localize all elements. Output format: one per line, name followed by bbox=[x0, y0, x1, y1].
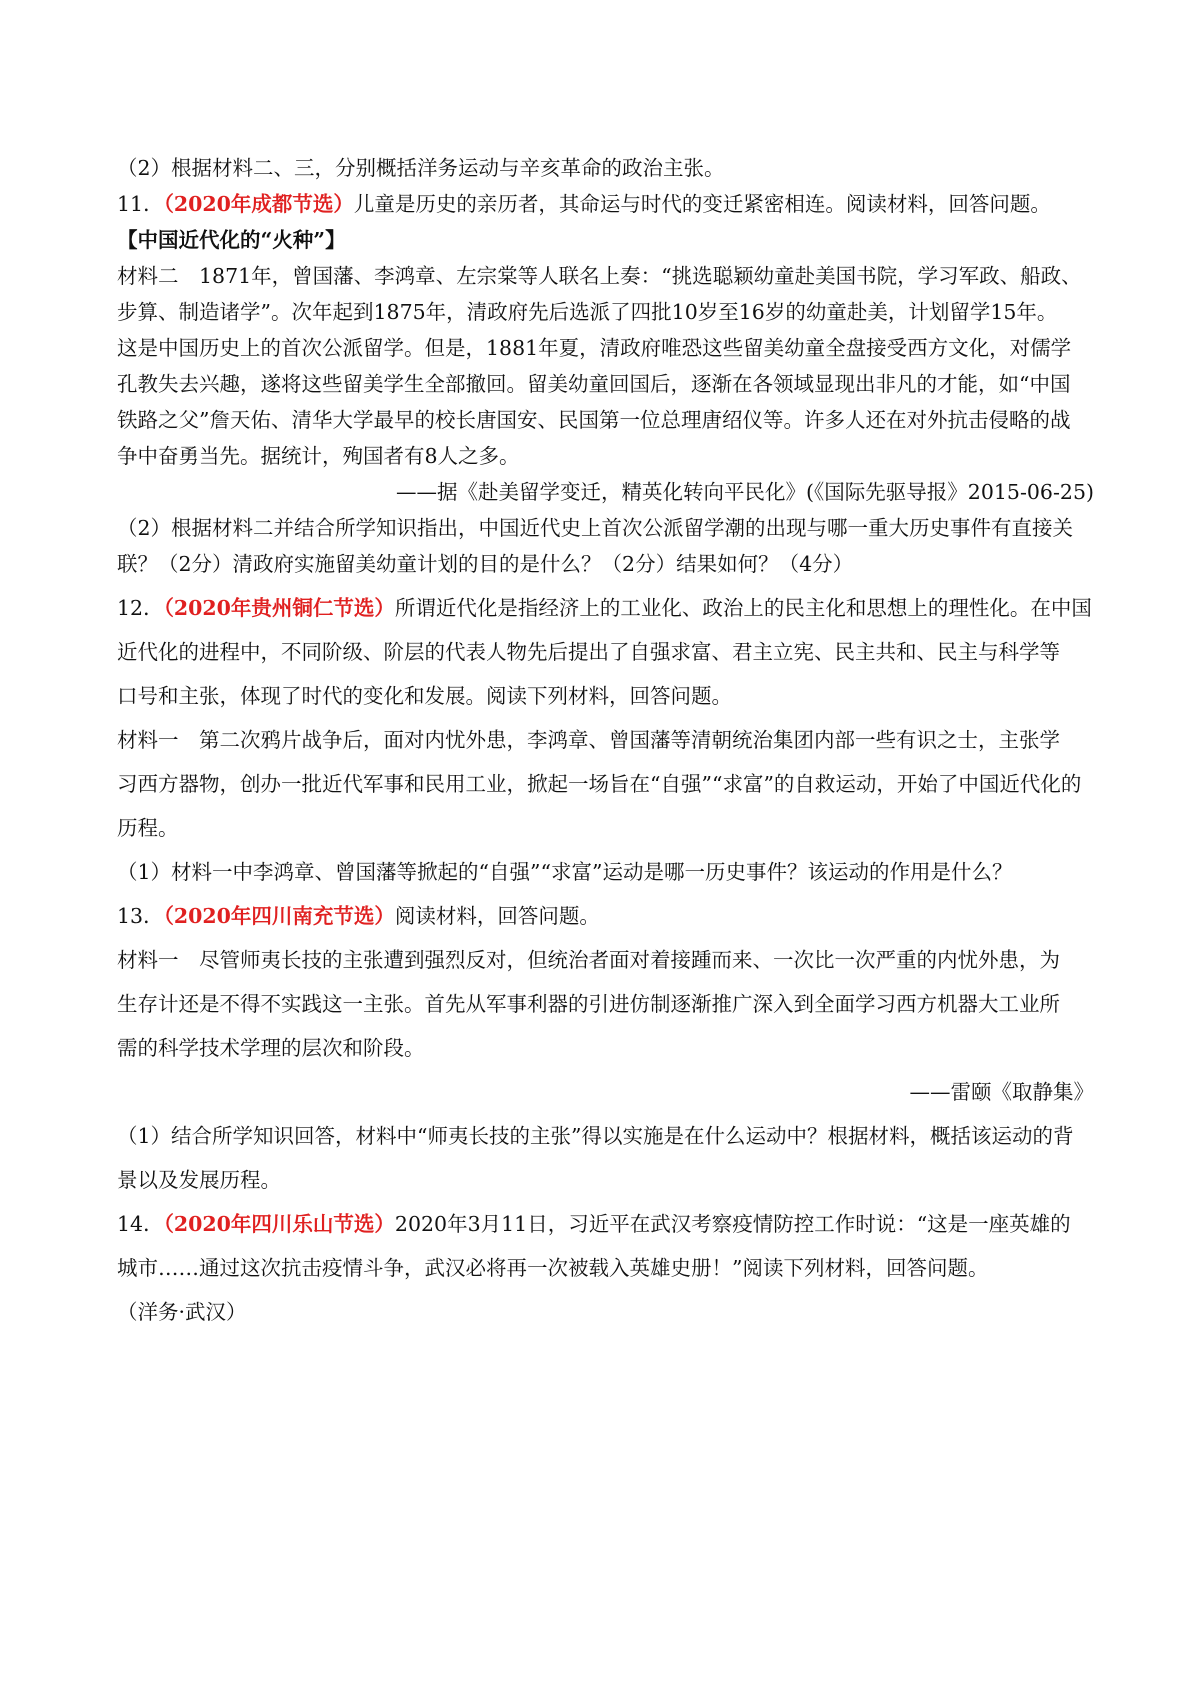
material-citation: ——雷颐《取静集》 bbox=[909, 1080, 1094, 1104]
question-text-line: 近代化的进程中，不同阶级、阶层的代表人物先后提出了自强求富、君主立宪、民主共和、民主与科学等 bbox=[117, 640, 1060, 664]
question-number: 11． bbox=[117, 192, 164, 216]
question-text-line: 城市……通过这次抗击疫情斗争，武汉必将再一次被载入英雄史册！”阅读下列材料，回答问题。 bbox=[117, 1256, 989, 1280]
question-13-1-cont: 景以及发展历程。 bbox=[117, 1168, 281, 1192]
question-12-header bbox=[117, 590, 1102, 626]
section-heading: 【中国近代化的“火种”】 bbox=[117, 228, 346, 252]
material-line: 这是中国历史上的首次公派留学。但是，1881年夏，清政府唯恐这些留美幼童全盘接受西方文化，对儒学 bbox=[117, 336, 1072, 360]
question-text: 2020年3月11日，习近平在武汉考察疫情防控工作时说：“这是一座英雄的 bbox=[394, 1212, 1071, 1236]
document-page bbox=[117, 150, 1102, 1330]
question-text: 所谓近代化是指经济上的工业化、政治上的民主化和思想上的理性化。在中国 bbox=[394, 596, 1092, 620]
material-line: 需的科学技术学理的层次和阶段。 bbox=[117, 1036, 425, 1060]
question-number: 13． bbox=[117, 904, 164, 928]
question-13-header bbox=[117, 898, 1102, 934]
material-line: 生存计还是不得不实践这一主张。首先从军事利器的引进仿制逐渐推广深入到全面学习西方机器大工业所 bbox=[117, 992, 1060, 1016]
question-11-2: （2）根据材料二并结合所学知识指出，中国近代史上首次公派留学潮的出现与哪一重大历史事件有直接关 bbox=[117, 516, 1074, 540]
question-13-1: （1）结合所学知识回答，材料中“师夷长技的主张”得以实施是在什么运动中？根据材料，概括该运动的背 bbox=[117, 1124, 1074, 1148]
material-line: 争中奋勇当先。据统计，殉国者有8人之多。 bbox=[117, 444, 520, 468]
material-line: 材料二 1871年，曾国藩、李鸿章、左宗棠等人联名上奏：“挑选聪颖幼童赴美国书院，学习军政、船政、 bbox=[117, 264, 1082, 288]
question-number: 12． bbox=[117, 596, 164, 620]
question-11-2-cont: 联？（2分）清政府实施留美幼童计划的目的是什么？（2分）结果如何？（4分） bbox=[117, 552, 854, 576]
material-citation: ——据《赴美留学变迁，精英化转向平民化》(《国际先驱导报》2015-06-25) bbox=[396, 480, 1094, 504]
question-text: 阅读材料，回答问题。 bbox=[394, 904, 600, 928]
question-11-header bbox=[117, 186, 1102, 222]
material-line: 历程。 bbox=[117, 816, 179, 840]
question-source: （2020年成都节选） bbox=[163, 192, 354, 216]
material-line: 步算、制造诸学”。次年起到1875年，清政府先后选派了四批10岁至16岁的幼童赴美，计划留学15年。 bbox=[117, 300, 1058, 324]
question-text-line: 口号和主张，体现了时代的变化和发展。阅读下列材料，回答问题。 bbox=[117, 684, 732, 708]
question-source: （2020年四川乐山节选） bbox=[163, 1212, 395, 1236]
material-line: 铁路之父”詹天佑、清华大学最早的校长唐国安、民国第一位总理唐绍仪等。许多人还在对外抗击侵略的战 bbox=[117, 408, 1071, 432]
material-line: 材料一 尽管师夷长技的主张遭到强烈反对，但统治者面对着接踵而来、一次比一次严重的内忧外患，为 bbox=[117, 948, 1060, 972]
question-source: （2020年贵州铜仁节选） bbox=[163, 596, 395, 620]
material-line: 孔教失去兴趣，遂将这些留美学生全部撤回。留美幼童回国后，逐渐在各领域显现出非凡的才能，如“中国 bbox=[117, 372, 1071, 396]
material-line: 习西方器物，创办一批近代军事和民用工业，掀起一场旨在“自强”“求富”的自救运动，开始了中国近代化的 bbox=[117, 772, 1082, 796]
question-10-2: （2）根据材料二、三，分别概括洋务运动与辛亥革命的政治主张。 bbox=[117, 156, 725, 180]
question-text: 儿童是历史的亲历者，其命运与时代的变迁紧密相连。阅读材料，回答问题。 bbox=[353, 192, 1051, 216]
material-line: 材料一 第二次鸦片战争后，面对内忧外患，李鸿章、曾国藩等清朝统治集团内部一些有识之士，主张学 bbox=[117, 728, 1060, 752]
question-source: （2020年四川南充节选） bbox=[163, 904, 395, 928]
question-12-1: （1）材料一中李鸿章、曾国藩等掀起的“自强”“求富”运动是哪一历史事件？该运动的作用是什么？ bbox=[117, 860, 1013, 884]
question-14-header bbox=[117, 1206, 1102, 1242]
question-topic: （洋务·武汉） bbox=[117, 1300, 247, 1324]
question-number: 14． bbox=[117, 1212, 164, 1236]
